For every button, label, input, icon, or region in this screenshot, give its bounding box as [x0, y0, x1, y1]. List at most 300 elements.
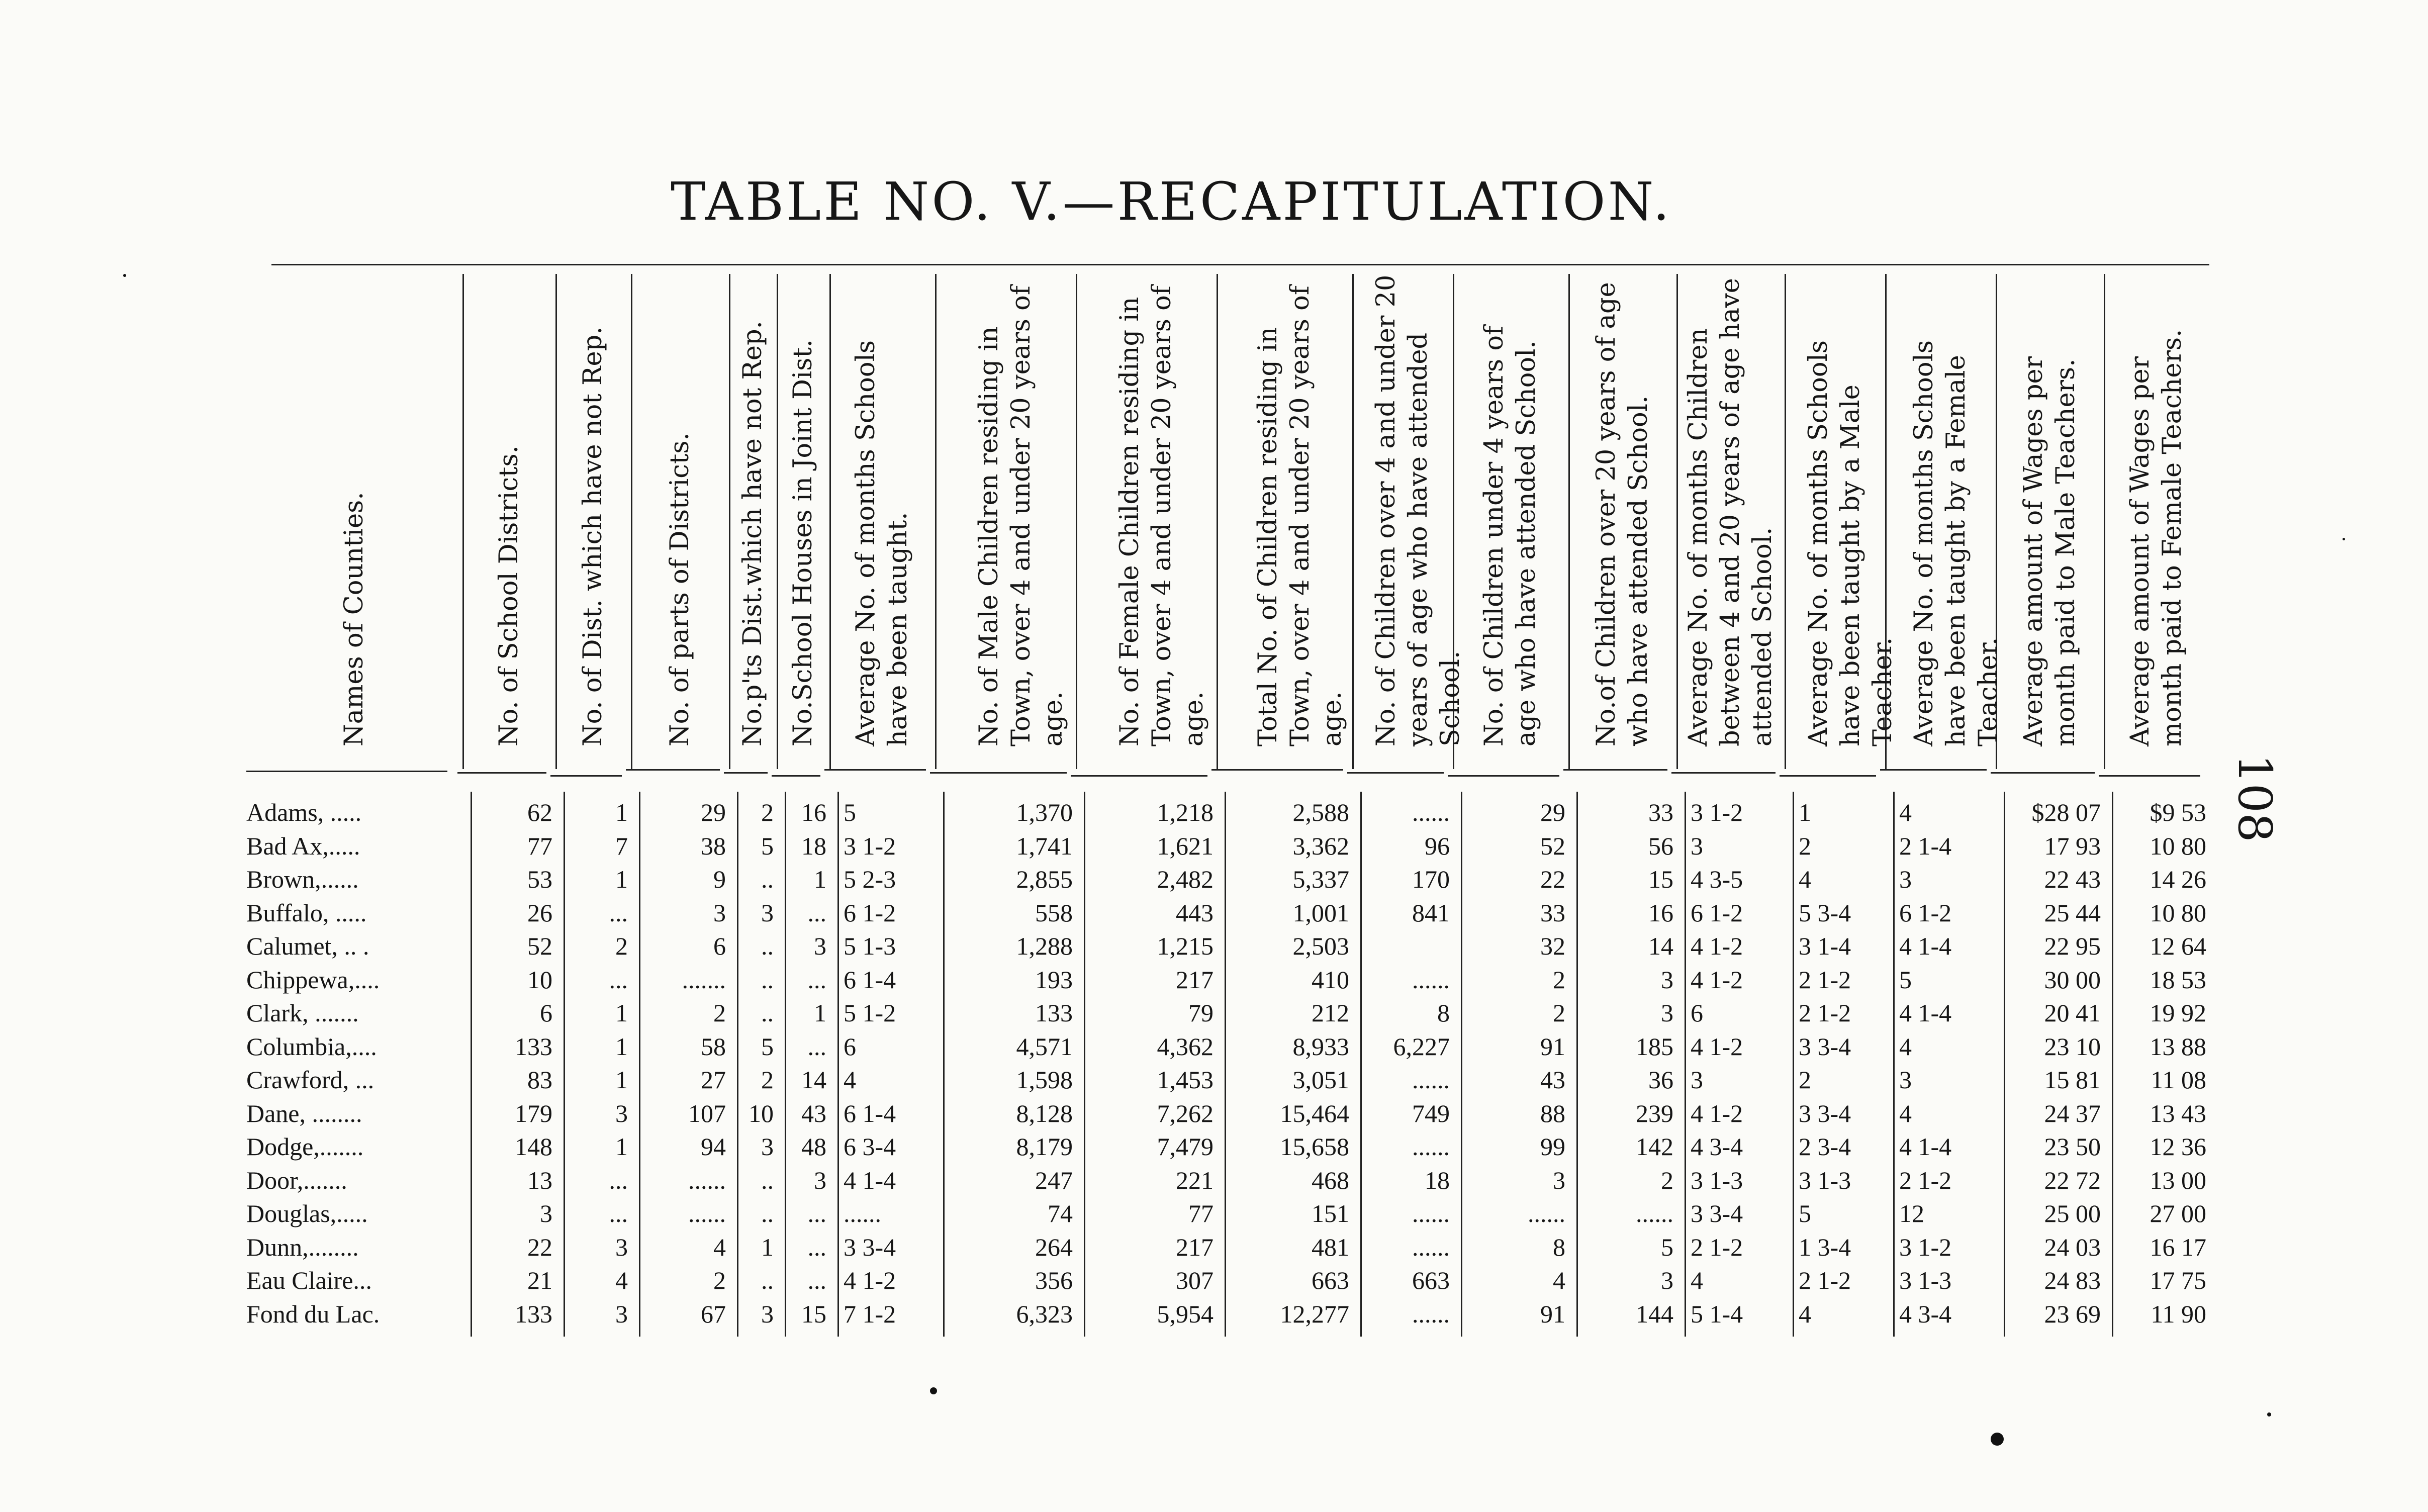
table-cell: 24 37 — [2044, 1099, 2101, 1127]
table-cell: 10 — [749, 1099, 774, 1127]
header-bottom-rule — [724, 772, 768, 774]
column-header — [831, 271, 933, 757]
column-header — [937, 271, 1074, 757]
table-cell: 4 1-2 — [1691, 1099, 1743, 1127]
county-name: Eau Claire... — [246, 1266, 372, 1294]
table-cell: 12 — [1899, 1199, 1924, 1227]
table-cell: 3 — [814, 1166, 826, 1194]
column-rule — [777, 274, 778, 769]
table-cell: 221 — [1176, 1166, 1213, 1194]
table-cell: 6,323 — [1016, 1299, 1073, 1328]
table-cell: ... — [807, 965, 826, 994]
table-cell: 4 3-4 — [1899, 1299, 1952, 1328]
table-cell: 79 — [1188, 999, 1213, 1027]
county-name: Douglas,..... — [246, 1199, 368, 1227]
table-cell: 4 1-4 — [844, 1166, 896, 1194]
table-cell: 77 — [527, 831, 552, 860]
table-cell: 17 93 — [2044, 831, 2101, 860]
table-cell: 1 — [615, 798, 628, 826]
table-cell: 193 — [1035, 965, 1073, 994]
column-header — [464, 271, 553, 757]
table-cell: ... — [609, 1199, 628, 1227]
table-cell: 26 — [527, 898, 552, 927]
table-cell: 88 — [1540, 1099, 1565, 1127]
table-cell: 217 — [1176, 1233, 1213, 1261]
table-cell: 3 — [615, 1233, 628, 1261]
column-header-label: No. of Dist. which have not Rep. — [578, 326, 608, 746]
column-rule — [1793, 792, 1794, 1337]
table-cell: .. — [761, 999, 774, 1027]
table-cell: 6 3-4 — [844, 1132, 896, 1161]
table-title: TABLE NO. V.—RECAPITULATION. — [670, 171, 1672, 232]
table-cell: 1,621 — [1157, 831, 1213, 860]
table-cell: 19 92 — [2150, 999, 2206, 1027]
ink-speck — [930, 1387, 937, 1394]
table-cell: 7 1-2 — [844, 1299, 896, 1328]
header-bottom-rule — [1991, 772, 2095, 774]
table-cell: 3 — [814, 932, 826, 960]
county-name: Columbia,.... — [246, 1032, 377, 1061]
table-cell: 74 — [1048, 1199, 1073, 1227]
table-cell: 1,218 — [1157, 798, 1213, 826]
table-cell: 11 90 — [2151, 1299, 2206, 1328]
table-cell: 14 — [801, 1066, 826, 1094]
county-name: Calumet, .. . — [246, 932, 369, 960]
column-header-label: No. of Children under 4 years of age who have attended School. — [1479, 326, 1541, 746]
header-bottom-rule — [1563, 769, 1667, 771]
table-cell: ...... — [688, 1199, 726, 1227]
table-cell: 2 — [1553, 965, 1565, 994]
table-cell: 6 — [1691, 999, 1703, 1027]
column-header — [1678, 271, 1783, 757]
table-cell: 3,362 — [1292, 831, 1349, 860]
column-header — [633, 271, 727, 757]
table-cell: ... — [609, 1166, 628, 1194]
column-rule — [1360, 792, 1362, 1337]
table-cell: 25 00 — [2044, 1199, 2101, 1227]
county-name: Bad Ax,..... — [246, 831, 360, 860]
table-cell: 2 — [761, 798, 774, 826]
table-cell: 15,464 — [1280, 1099, 1349, 1127]
table-cell: 36 — [1648, 1066, 1673, 1094]
table-cell: 212 — [1312, 999, 1349, 1027]
ink-speck — [123, 274, 126, 277]
table-cell: 8,128 — [1016, 1099, 1073, 1127]
table-cell: 4 1-4 — [1899, 932, 1952, 960]
column-header-label: No. of Children over 4 and under 20 years of age who have attended School. — [1371, 274, 1465, 746]
table-cell: ... — [807, 1233, 826, 1261]
table-cell: 56 — [1648, 831, 1673, 860]
column-header — [1354, 271, 1465, 757]
table-cell: 8 — [1437, 999, 1450, 1027]
table-cell: 18 53 — [2150, 965, 2206, 994]
table-cell: 3 1-2 — [844, 831, 896, 860]
table-cell: 8,933 — [1292, 1032, 1349, 1061]
table-cell: ... — [609, 965, 628, 994]
county-name: Clark, ....... — [246, 999, 359, 1027]
header-bottom-rule — [1071, 775, 1207, 777]
table-cell: 5 — [761, 831, 774, 860]
table-cell: 91 — [1540, 1299, 1565, 1328]
table-cell: ....... — [682, 965, 726, 994]
table-cell: ...... — [1412, 1299, 1450, 1328]
table-cell: 18 — [801, 831, 826, 860]
table-cell: 4 — [1553, 1266, 1565, 1294]
column-rule — [1076, 274, 1077, 769]
table-cell: 4 1-2 — [844, 1266, 896, 1294]
table-cell: 749 — [1412, 1099, 1450, 1127]
ink-speck — [2267, 1412, 2271, 1416]
table-cell: 3 3-4 — [1799, 1032, 1851, 1061]
table-cell: 2 1-2 — [1799, 1266, 1851, 1294]
table-cell: 2 — [1661, 1166, 1673, 1194]
column-header-label: Average No. of months Schools have been taught by a Male Teacher. — [1804, 340, 1898, 746]
table-cell: 91 — [1540, 1032, 1565, 1061]
table-cell: ...... — [1412, 965, 1450, 994]
table-cell: 1 — [814, 999, 826, 1027]
header-bottom-rule — [626, 769, 720, 771]
table-cell: 133 — [1035, 999, 1073, 1027]
table-cell: ...... — [1412, 1199, 1450, 1227]
table-cell: 4,571 — [1016, 1032, 1073, 1061]
table-cell: 663 — [1312, 1266, 1349, 1294]
column-header-label: No.of Children over 20 years of age who have attended School. — [1591, 282, 1653, 746]
table-cell: 13 88 — [2150, 1032, 2206, 1061]
table-cell: 3 1-2 — [1691, 798, 1743, 826]
table-cell: 5 3-4 — [1799, 898, 1851, 927]
table-cell: 356 — [1035, 1266, 1073, 1294]
table-cell: 1,001 — [1292, 898, 1349, 927]
table-cell: 2 — [1799, 1066, 1811, 1094]
column-rule — [1217, 274, 1218, 769]
table-cell: 3 — [761, 1299, 774, 1328]
column-rule — [935, 274, 937, 769]
table-cell: 9 — [713, 865, 726, 893]
table-cell: 17 75 — [2150, 1266, 2206, 1294]
table-cell: 52 — [1540, 831, 1565, 860]
table-cell: 22 — [1540, 865, 1565, 893]
table-cell: 12 64 — [2150, 932, 2206, 960]
table-cell: 4 3-5 — [1691, 865, 1743, 893]
column-rule — [1352, 274, 1354, 769]
table-cell: 151 — [1312, 1199, 1349, 1227]
table-cell: 52 — [527, 932, 552, 960]
column-header-label: Average No. of months Children between 4 and 20 years of age have attended School. — [1683, 278, 1778, 746]
table-cell: 2,588 — [1292, 798, 1349, 826]
table-cell: 12,277 — [1280, 1299, 1349, 1328]
table-cell: 29 — [701, 798, 726, 826]
table-cell: 4 1-4 — [1899, 1132, 1952, 1161]
table-cell: 3 3-4 — [844, 1233, 896, 1261]
header-bottom-rule — [550, 775, 622, 777]
table-cell: 4 — [844, 1066, 856, 1094]
table-cell: 4 1-4 — [1899, 999, 1952, 1027]
table-cell: 5,337 — [1292, 865, 1349, 893]
table-cell: 6 — [844, 1032, 856, 1061]
table-cell: 12 36 — [2150, 1132, 2206, 1161]
table-cell: 3 — [713, 898, 726, 927]
table-cell: 20 41 — [2044, 999, 2101, 1027]
table-cell: ...... — [1636, 1199, 1673, 1227]
table-cell: 48 — [801, 1132, 826, 1161]
table-cell: 3 1-2 — [1899, 1233, 1952, 1261]
table-cell: 133 — [515, 1032, 552, 1061]
column-rule — [555, 274, 557, 769]
table-cell: 2 3-4 — [1799, 1132, 1851, 1161]
table-cell: 6 1-4 — [844, 965, 896, 994]
table-cell: 29 — [1540, 798, 1565, 826]
column-rule — [1084, 792, 1085, 1337]
column-header — [2106, 271, 2207, 757]
column-rule — [1461, 792, 1462, 1337]
table-cell: 3 1-3 — [1799, 1166, 1851, 1194]
table-cell: 3 1-4 — [1799, 932, 1851, 960]
table-cell: 13 — [527, 1166, 552, 1194]
column-rule — [729, 274, 730, 769]
table-cell: 4 — [1899, 1099, 1912, 1127]
table-cell: 8 — [1553, 1233, 1565, 1261]
table-cell: 6 1-2 — [1691, 898, 1743, 927]
column-header — [731, 271, 775, 757]
table-cell: 2,503 — [1292, 932, 1349, 960]
table-cell: 1,741 — [1016, 831, 1073, 860]
table-cell: 443 — [1176, 898, 1213, 927]
table-cell: 3 — [1691, 831, 1703, 860]
table-cell: 4 1-2 — [1691, 1032, 1743, 1061]
table-cell: 24 83 — [2044, 1266, 2101, 1294]
table-cell: 2 — [713, 999, 726, 1027]
table-cell: 99 — [1540, 1132, 1565, 1161]
column-header — [779, 271, 827, 757]
county-name: Dane, ........ — [246, 1099, 362, 1127]
table-cell: 1,370 — [1016, 798, 1073, 826]
table-cell: 27 — [701, 1066, 726, 1094]
table-cell: 5 — [1799, 1199, 1811, 1227]
table-cell: 468 — [1312, 1166, 1349, 1194]
table-cell: 43 — [1540, 1066, 1565, 1094]
table-cell: 3 — [761, 898, 774, 927]
header-bottom-rule — [2099, 775, 2200, 777]
table-cell: 3,051 — [1292, 1066, 1349, 1094]
table-cell: 3 — [1691, 1066, 1703, 1094]
column-header — [557, 271, 629, 757]
table-cell: 1,288 — [1016, 932, 1073, 960]
table-cell: 3 1-3 — [1691, 1166, 1743, 1194]
table-cell: 3 — [1661, 965, 1673, 994]
county-name: Chippewa,.... — [246, 965, 380, 994]
table-cell: 144 — [1636, 1299, 1673, 1328]
column-rule — [1785, 274, 1786, 769]
table-cell: 5 — [1661, 1233, 1673, 1261]
county-name: Dunn,........ — [246, 1233, 359, 1261]
table-cell: 16 — [801, 798, 826, 826]
column-header — [1787, 271, 1898, 757]
table-cell: 8,179 — [1016, 1132, 1073, 1161]
table-cell: 3 — [761, 1132, 774, 1161]
table-cell: 13 00 — [2150, 1166, 2206, 1194]
table-cell: 1 — [615, 1066, 628, 1094]
table-cell: 15 — [1648, 865, 1673, 893]
table-cell: 2 — [1553, 999, 1565, 1027]
table-cell: 6 — [540, 999, 552, 1027]
table-cell: 62 — [527, 798, 552, 826]
table-cell: 3 1-3 — [1899, 1266, 1952, 1294]
table-cell: ... — [609, 898, 628, 927]
table-cell: 53 — [527, 865, 552, 893]
header-bottom-rule — [246, 771, 447, 772]
table-cell: ...... — [1412, 798, 1450, 826]
table-cell: 2 — [1799, 831, 1811, 860]
table-cell: 2 1-2 — [1899, 1166, 1952, 1194]
table-cell: 2 1-2 — [1799, 999, 1851, 1027]
table-cell: 10 80 — [2150, 898, 2206, 927]
column-header — [1078, 271, 1215, 757]
table-cell: 7,262 — [1157, 1099, 1213, 1127]
table-cell: 107 — [688, 1099, 726, 1127]
table-cell: .. — [761, 1199, 774, 1227]
table-cell: 32 — [1540, 932, 1565, 960]
table-cell: $9 53 — [2150, 798, 2206, 826]
table-cell: 7,479 — [1157, 1132, 1213, 1161]
table-cell: 14 26 — [2150, 865, 2206, 893]
table-cell: 4 — [1799, 1299, 1811, 1328]
table-cell: ...... — [844, 1199, 881, 1227]
column-rule — [471, 792, 472, 1337]
table-cell: ... — [807, 1199, 826, 1227]
header-bottom-rule — [1347, 772, 1444, 774]
table-cell: 3 — [1899, 1066, 1912, 1094]
column-header-label: No. of Female Children residing in Town, over 4 and under 20 years of age. — [1115, 286, 1209, 746]
table-cell: 22 43 — [2044, 865, 2101, 893]
table-cell: 264 — [1035, 1233, 1073, 1261]
table-cell: 6 1-4 — [844, 1099, 896, 1127]
column-header-label: Total No. of Children residing in Town, over 4 and under 20 years of age. — [1253, 286, 1347, 746]
column-rule — [829, 274, 831, 769]
table-cell: 133 — [515, 1299, 552, 1328]
header-bottom-rule — [1448, 775, 1559, 777]
table-cell: 1,453 — [1157, 1066, 1213, 1094]
table-cell: 4 — [1799, 865, 1811, 893]
table-cell: 4,362 — [1157, 1032, 1213, 1061]
table-cell: 410 — [1312, 965, 1349, 994]
table-cell: 239 — [1636, 1099, 1673, 1127]
table-cell: 1 — [814, 865, 826, 893]
table-cell: ...... — [688, 1166, 726, 1194]
table-cell: 6 1-2 — [844, 898, 896, 927]
county-name: Crawford, ... — [246, 1066, 375, 1094]
table-cell: ...... — [1412, 1233, 1450, 1261]
table-cell: 3 3-4 — [1799, 1099, 1851, 1127]
table-cell: 5 2-3 — [844, 865, 896, 893]
table-cell: 3 — [615, 1099, 628, 1127]
column-rule — [1568, 274, 1570, 769]
table-cell: 2,855 — [1016, 865, 1073, 893]
column-rule — [1893, 792, 1895, 1337]
column-rule — [837, 792, 839, 1337]
table-cell: 2 1-2 — [1691, 1233, 1743, 1261]
table-cell: 3 — [615, 1299, 628, 1328]
table-cell: 3 — [1553, 1166, 1565, 1194]
table-cell: 185 — [1636, 1032, 1673, 1061]
table-cell: ... — [807, 898, 826, 927]
header-bottom-rule — [1671, 772, 1776, 774]
table-cell: 2 — [615, 932, 628, 960]
column-rule — [2112, 792, 2113, 1337]
table-cell: 15 — [801, 1299, 826, 1328]
county-name: Buffalo, ..... — [246, 898, 367, 927]
column-header-label: No. of parts of Districts. — [665, 432, 695, 746]
table-cell: 1 3-4 — [1799, 1233, 1851, 1261]
column-header-label: No.p'ts Dist.which have not Rep. — [737, 321, 768, 746]
table-cell: 13 43 — [2150, 1099, 2206, 1127]
column-header-label: Names of Counties. — [339, 492, 369, 746]
table-cell: 3 — [1661, 1266, 1673, 1294]
table-cell: 247 — [1035, 1166, 1073, 1194]
column-header — [248, 271, 460, 757]
table-cell: 4 3-4 — [1691, 1132, 1743, 1161]
table-cell: .. — [761, 965, 774, 994]
column-header — [1455, 271, 1566, 757]
table-cell: 1,215 — [1157, 932, 1213, 960]
table-cell: 6,227 — [1393, 1032, 1450, 1061]
column-header — [1998, 271, 2102, 757]
table-cell: 217 — [1176, 965, 1213, 994]
column-header — [1887, 271, 2003, 757]
column-header-label: No. of School Districts. — [494, 445, 524, 746]
table-cell: 1 — [615, 865, 628, 893]
table-cell: 33 — [1648, 798, 1673, 826]
column-rule — [1225, 792, 1226, 1337]
table-cell: 7 — [615, 831, 628, 860]
table-cell: 16 — [1648, 898, 1673, 927]
column-header — [1219, 271, 1350, 757]
table-cell: 6 1-2 — [1899, 898, 1952, 927]
header-bottom-rule — [772, 775, 820, 777]
column-header-label: Average No. of months Schools have been taught by a Female Teacher. — [1909, 340, 2003, 746]
table-cell: 33 — [1540, 898, 1565, 927]
table-cell: 83 — [527, 1066, 552, 1094]
table-cell: 22 — [527, 1233, 552, 1261]
column-header — [1570, 271, 1674, 757]
table-cell: 16 17 — [2150, 1233, 2206, 1261]
table-cell: 1,598 — [1016, 1066, 1073, 1094]
table-cell: 4 — [713, 1233, 726, 1261]
header-bottom-rule — [1211, 769, 1343, 771]
column-header-label: Average amount of Wages per month paid to Female Teachers. — [2125, 329, 2187, 746]
table-cell: 94 — [701, 1132, 726, 1161]
table-cell: 3 — [540, 1199, 552, 1227]
county-name: Dodge,....... — [246, 1132, 364, 1161]
table-cell: 96 — [1425, 831, 1450, 860]
ink-speck — [2343, 538, 2345, 540]
table-cell: 307 — [1176, 1266, 1213, 1294]
table-cell: ...... — [1412, 1132, 1450, 1161]
table-cell: 481 — [1312, 1233, 1349, 1261]
table-cell: ...... — [1412, 1066, 1450, 1094]
page-number: 108 — [2228, 754, 2282, 842]
table-cell: 1 — [615, 1132, 628, 1161]
column-header-label: Average amount of Wages per month paid to Male Teachers. — [2018, 356, 2081, 746]
table-cell: 22 95 — [2044, 932, 2101, 960]
table-cell: 23 50 — [2044, 1132, 2101, 1161]
table-cell: 2,482 — [1157, 865, 1213, 893]
table-cell: 1 — [761, 1233, 774, 1261]
table-cell: 5 — [844, 798, 856, 826]
column-rule — [1685, 792, 1686, 1337]
header-bottom-rule — [1780, 775, 1876, 777]
table-cell: .. — [761, 1266, 774, 1294]
column-header-label: Average No. of months Schools have been taught. — [851, 340, 913, 746]
